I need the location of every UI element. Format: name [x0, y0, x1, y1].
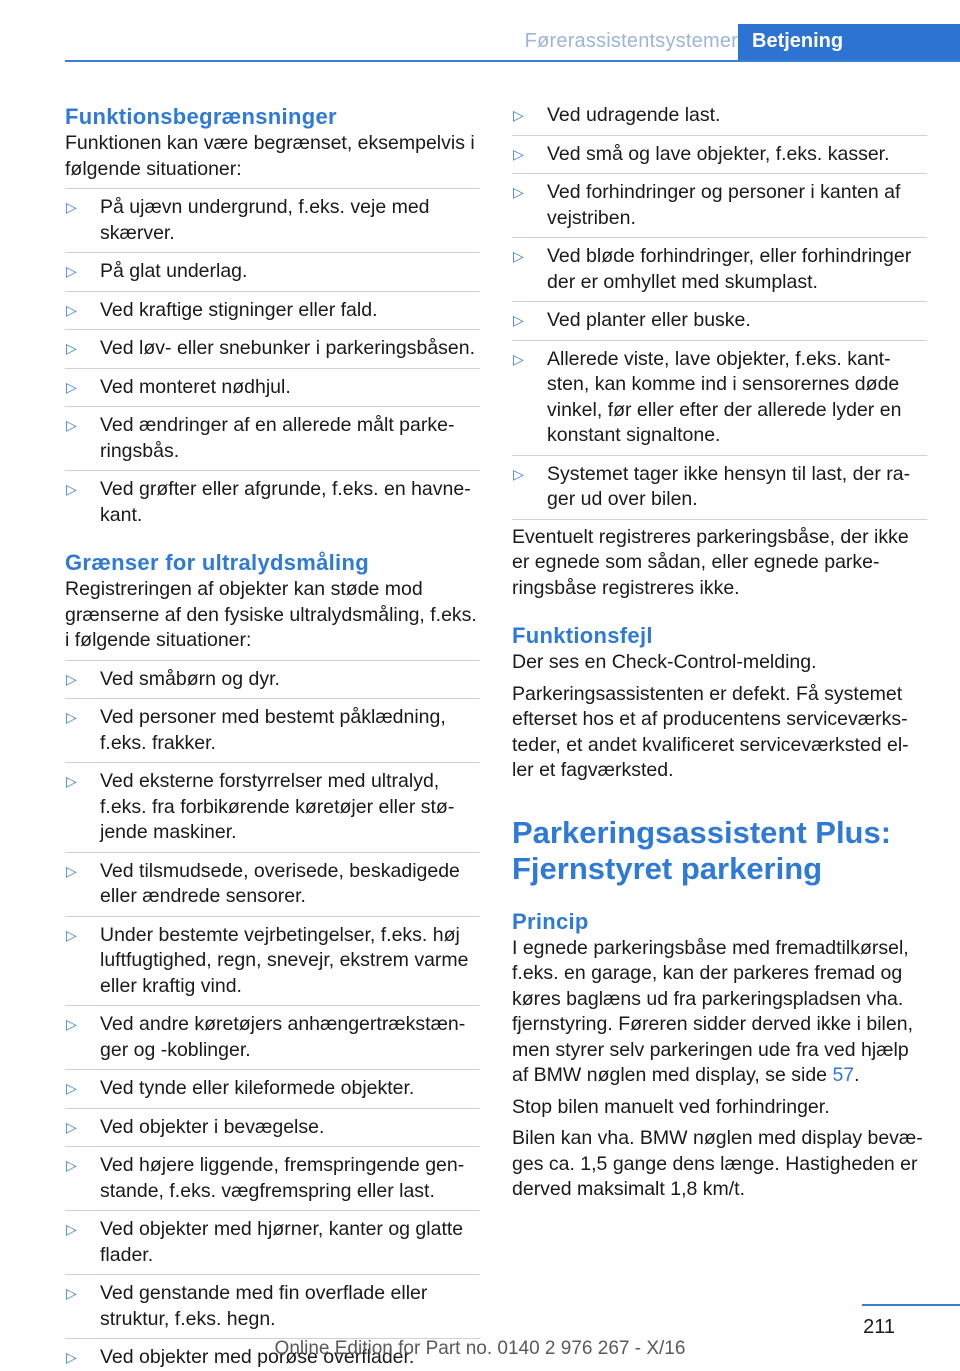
list-item: ▷ Ved objekter i bevægelse.	[65, 1108, 480, 1141]
list-item: ▷ Ved objekter med hjørner, kanter og glatte flader.	[65, 1210, 480, 1268]
triangle-bullet-icon: ▷	[513, 350, 524, 367]
triangle-bullet-icon: ▷	[66, 340, 77, 356]
triangle-bullet-icon: ▷	[66, 417, 77, 433]
list-item: ▷ Ved andre køretøjers anhængertrækstæn‐ger og -koblinger.	[65, 1005, 480, 1063]
triangle-bullet-icon: ▷	[513, 184, 524, 200]
list-item: ▷ Ved ændringer af en allerede målt parke‐ringsbås.	[65, 406, 480, 464]
intro-graenser-ultralyd: Registreringen af objekter kan støde mod grænserne af den fysiske ultralydsmåling, f.eks. i følgende situationer:	[65, 578, 477, 651]
right-column	[512, 103, 927, 1203]
heading-graenser-ultralyd: Grænser for ultralydsmåling	[65, 550, 369, 575]
list-item: ▷ Ved højere liggende, fremspringende gen‐stande, f.eks. vægfremspring eller last.	[65, 1146, 480, 1204]
list-item: ▷ Ved monteret nødhjul.	[65, 368, 480, 401]
list-item: ▷ Ved planter eller buske.	[512, 301, 927, 334]
main-heading-line2: Fjernstyret parkering	[512, 850, 823, 886]
triangle-bullet-icon: ▷	[66, 1285, 77, 1301]
list-item: ▷ Ved forhindringer og personer i kanten af vejstriben.	[512, 173, 927, 231]
triangle-bullet-icon: ▷	[66, 1118, 77, 1135]
triangle-bullet-icon: ▷	[66, 481, 77, 497]
page-number: 211	[863, 1316, 895, 1338]
list-graenser-ultralyd-continued	[512, 103, 927, 513]
paragraph-bilen-kan: Bilen kan vha. BMW nøglen med display bevæ‐ges ca. 1,5 gange dens længe. Hastigheden er derved maksimalt 1,8 km/t.	[512, 1127, 923, 1200]
running-header-section: Førerassistentsystemer	[524, 30, 738, 52]
list-funktionsbegraensninger	[65, 188, 480, 528]
list-item: ▷ Ved eksterne forstyrrelser med ultralyd, f.eks. fra forbikørende køretøjer eller stø‐jende maskiner.	[65, 762, 480, 846]
triangle-bullet-icon: ▷	[513, 248, 524, 264]
running-header-tab-label: Betjening	[752, 30, 844, 52]
list-item: ▷ Ved objekter med porøse overflader.	[65, 1338, 480, 1371]
triangle-bullet-icon: ▷	[66, 1016, 77, 1032]
princip-text-end: .	[854, 1064, 860, 1086]
list-item: ▷ Ved personer med bestemt påklædning, f.eks. frakker.	[65, 698, 480, 756]
triangle-bullet-icon: ▷	[513, 107, 524, 123]
paragraph-check-control: Der ses en Check-Control-melding.	[512, 651, 817, 673]
triangle-bullet-icon: ▷	[66, 862, 77, 879]
running-header-tab	[738, 24, 960, 62]
paragraph-princip	[512, 936, 927, 1089]
heading-princip: Princip	[512, 908, 589, 934]
page-number-rule	[862, 1304, 960, 1306]
triangle-bullet-icon: ▷	[513, 465, 524, 482]
list-graenser-ultralyd	[65, 660, 480, 1371]
page-reference-link[interactable]: 57	[832, 1064, 855, 1086]
main-heading-line1: Parkeringsassistent Plus:	[512, 814, 892, 850]
triangle-bullet-icon: ▷	[66, 263, 77, 279]
list-item: ▷ Ved løv- eller snebunker i parkeringsbåsen.	[65, 329, 480, 362]
triangle-bullet-icon: ▷	[66, 670, 77, 687]
list-item: ▷ Ved tilsmudsede, overisede, beskadigede eller ændrede sensorer.	[65, 852, 480, 910]
paragraph-after-list: Eventuelt registreres parkeringsbåse, der ikke er egnede som sådan, eller egnede parke‐ringsbåse registreres ikke.	[512, 525, 909, 599]
triangle-bullet-icon: ▷	[66, 773, 77, 789]
left-column	[65, 103, 480, 1371]
triangle-bullet-icon: ▷	[66, 301, 77, 318]
list-item: ▷ På ujævn undergrund, f.eks. veje med skærver.	[65, 188, 480, 246]
triangle-bullet-icon: ▷	[66, 1080, 77, 1096]
triangle-bullet-icon: ▷	[66, 1349, 77, 1365]
list-item: ▷ Systemet tager ikke hensyn til last, der ra‐ger ud over bilen.	[512, 455, 927, 513]
triangle-bullet-icon: ▷	[66, 199, 77, 215]
list-item: ▷ Ved grøfter eller afgrunde, f.eks. en havne‐kant.	[65, 470, 480, 528]
list-item: ▷ På glat underlag.	[65, 252, 480, 285]
triangle-bullet-icon: ▷	[66, 1221, 77, 1237]
list-item: ▷ Allerede viste, lave objekter, f.eks. kant‐sten, kan komme ind i sensorernes døde vinkel, før eller efter der allerede lyder en konstant signaltone.	[512, 340, 927, 449]
list-item: ▷ Ved bløde forhindringer, eller forhindringer der er omhyllet med skumplast.	[512, 237, 927, 295]
triangle-bullet-icon: ▷	[513, 145, 524, 162]
list-item: ▷ Ved genstande med fin overflade eller struktur, f.eks. hegn.	[65, 1274, 480, 1332]
triangle-bullet-icon: ▷	[66, 378, 77, 395]
list-item: ▷ Ved tynde eller kileformede objekter.	[65, 1069, 480, 1102]
heading-funktionsfejl: Funktionsfejl	[512, 623, 653, 648]
list-item: ▷ Ved småbørn og dyr.	[65, 660, 480, 693]
paragraph-stop-bilen: Stop bilen manuelt ved forhindringer.	[512, 1095, 830, 1118]
list-item: ▷ Ved udragende last.	[512, 103, 927, 129]
intro-funktionsbegraensninger: Funktionen kan være begrænset, eksempelvis i følgende situationer:	[65, 132, 475, 180]
heading-funktionsbegraensninger: Funktionsbegrænsninger	[65, 104, 337, 129]
list-item: ▷ Ved kraftige stigninger eller fald.	[65, 291, 480, 324]
header-rule	[65, 60, 960, 62]
list-item: ▷ Under bestemte vejrbetingelser, f.eks. høj luftfugtighed, regn, snevejr, ekstrem varme eller kraftig vind.	[65, 916, 480, 1000]
triangle-bullet-icon: ▷	[66, 1157, 77, 1173]
triangle-bullet-icon: ▷	[513, 312, 524, 328]
princip-text: I egnede parkeringsbåse med fremadtilkørsel, f.eks. en garage, kan der parkeres fremad og køres baglæns ud fra parkeringspladsen vha. fjernstyring. Føreren sidder derved ikke i bilen, men styrer selv parkeringen ude fra ved hjælp af BMW nøglen med display, se side	[512, 936, 913, 1086]
paragraph-defekt: Parkeringsassistenten er defekt. Få systemet efterset hos et af producentens serviceværks‐teder, et andet kvalificeret serviceværksted el‐ler et fagværksted.	[512, 682, 909, 781]
list-item: ▷ Ved små og lave objekter, f.eks. kasser.	[512, 135, 927, 168]
triangle-bullet-icon: ▷	[66, 709, 77, 725]
footer-edition: Online Edition for Part no. 0140 2 976 267 - X/16	[274, 1338, 686, 1359]
triangle-bullet-icon: ▷	[66, 926, 77, 943]
